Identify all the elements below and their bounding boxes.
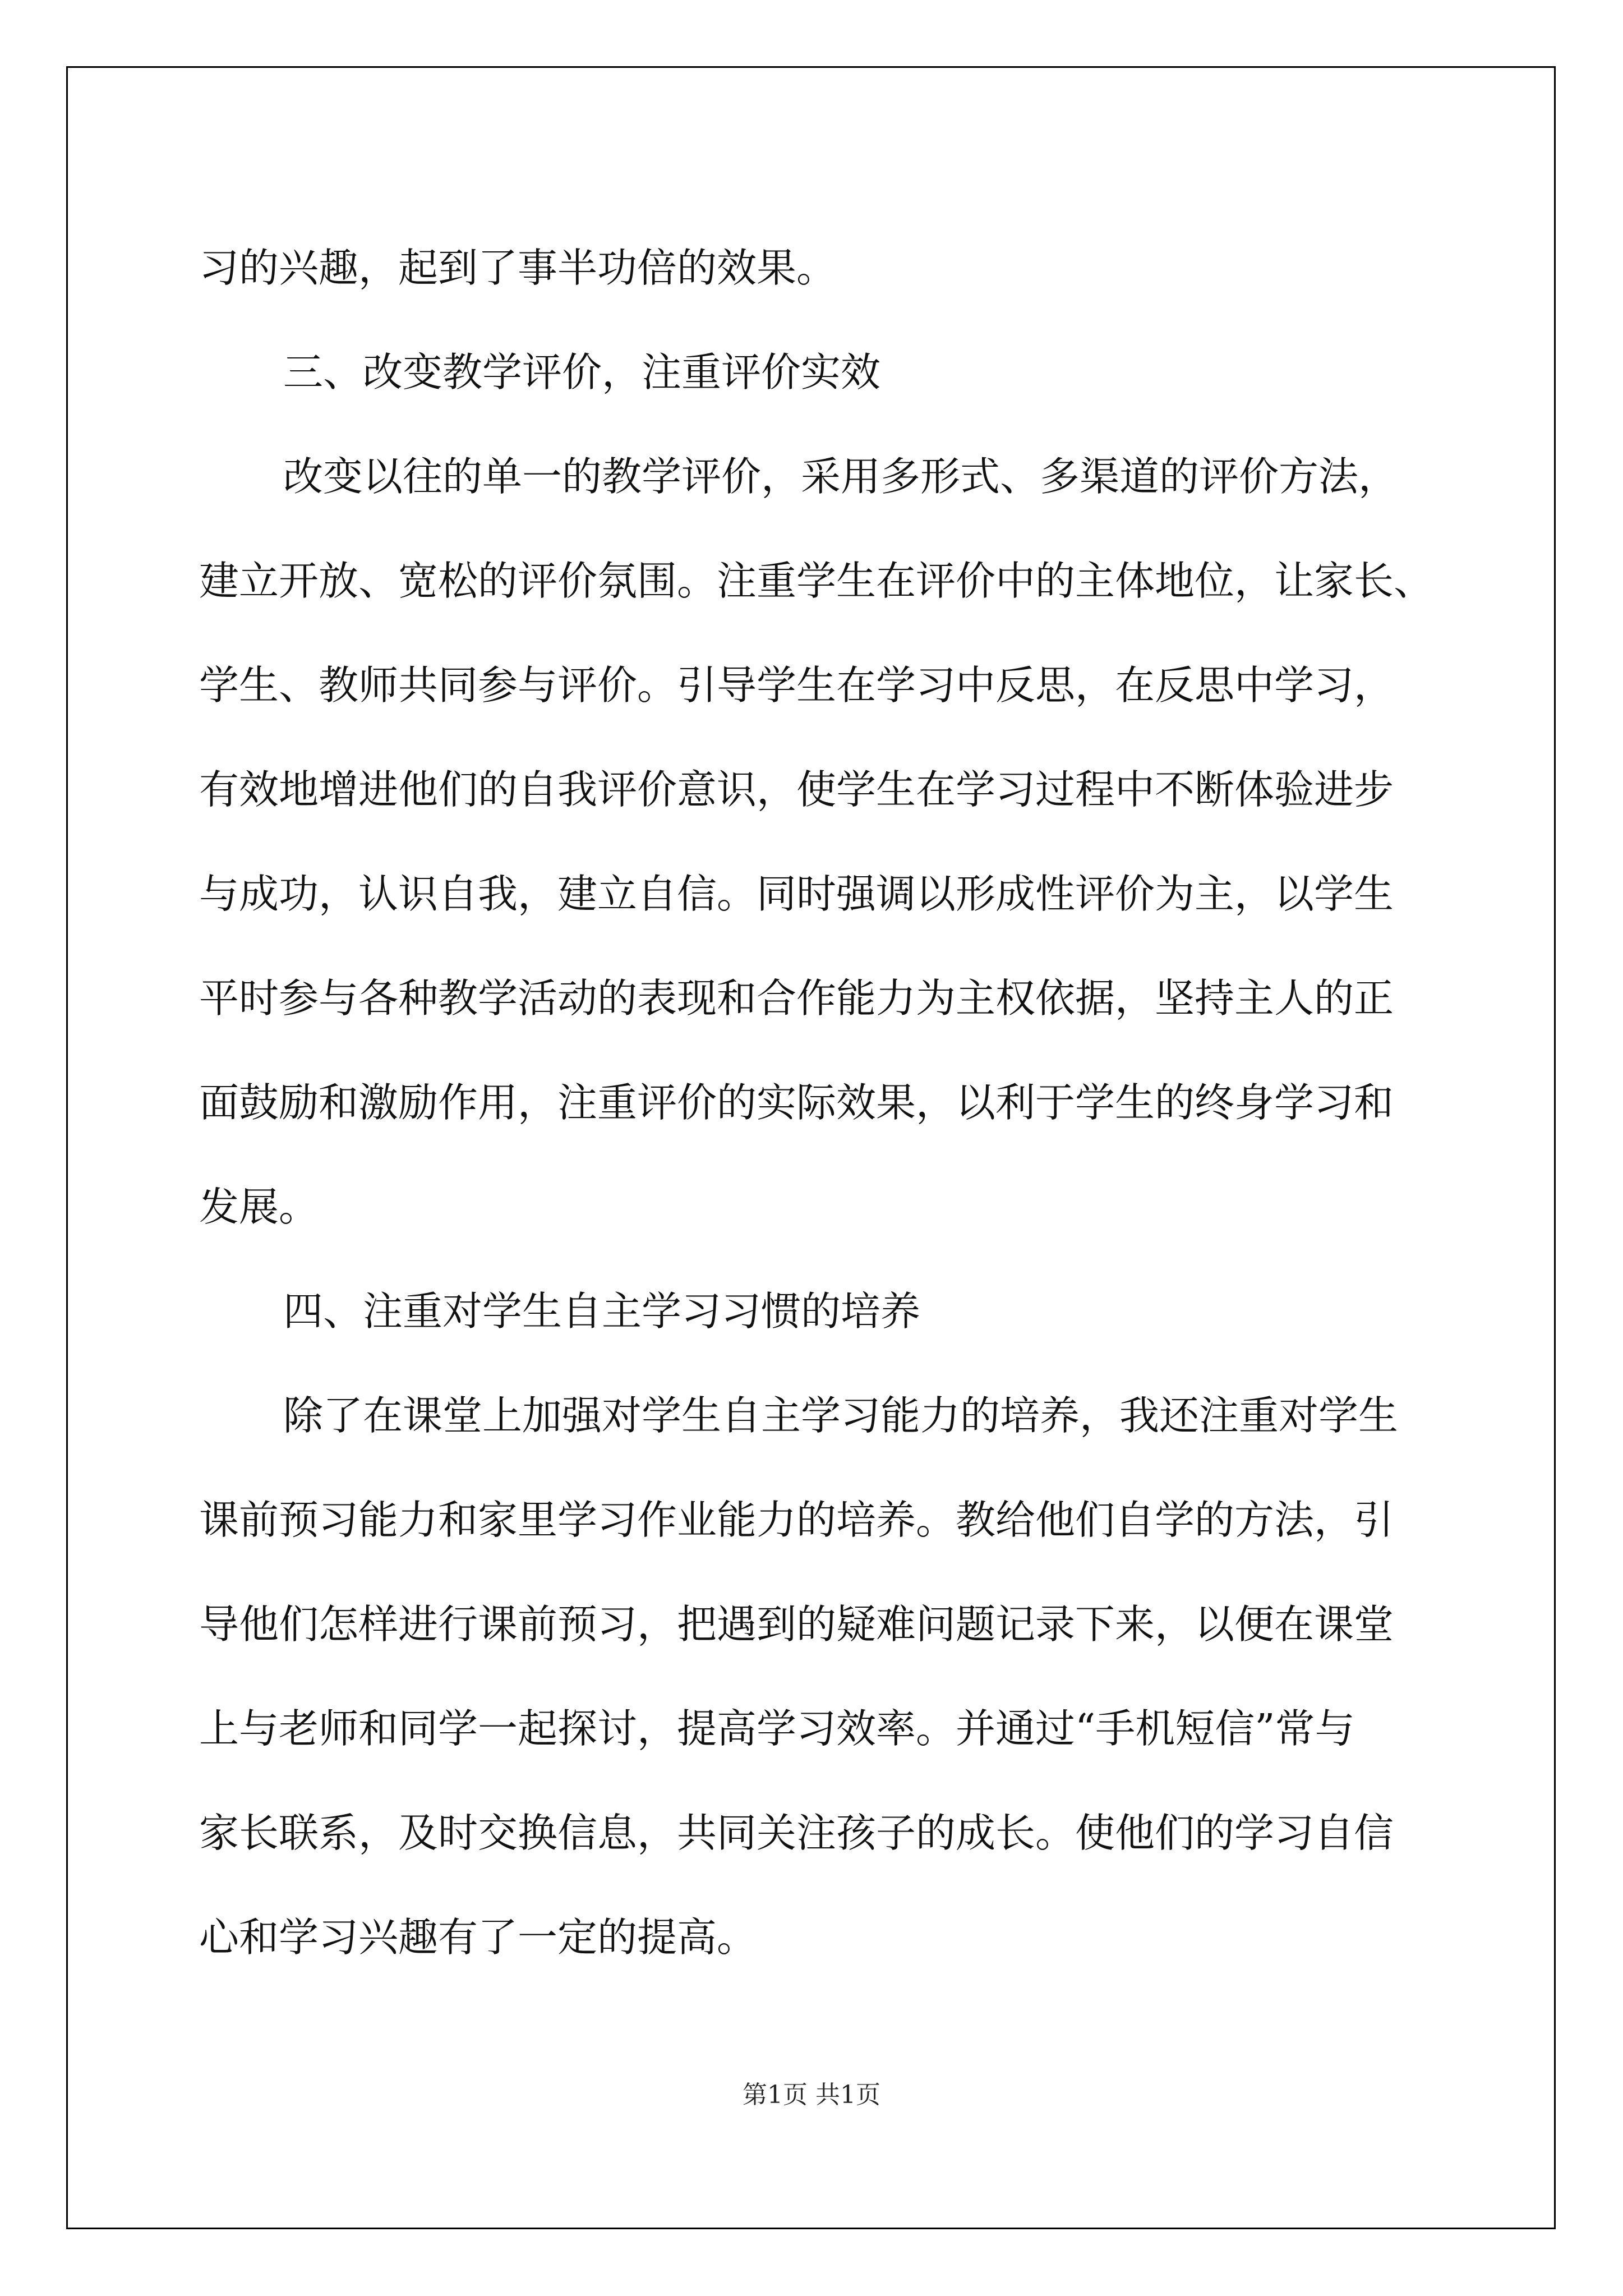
text-line-6: 有效地增进他们的自我评价意识，使学生在学习过程中不断体验进步 <box>199 766 1394 813</box>
text-line-15: 上与老师和同学一起探讨，提高学习效率。并通过“手机短信”常与 <box>199 1705 1355 1752</box>
text-line-5: 学生、教师共同参与评价。引导学生在学习中反思，在反思中学习， <box>199 662 1394 708</box>
text-line-12: 除了在课堂上加强对学生自主学习能力的培养，我还注重对学生 <box>283 1392 1399 1439</box>
text-line-17: 心和学习兴趣有了一定的提高。 <box>199 1914 757 1961</box>
heading-section-3: 三、改变教学评价，注重评价实效 <box>283 349 881 395</box>
text-line-14: 导他们怎样进行课前预习，把遇到的疑难问题记录下来，以便在课堂 <box>199 1601 1394 1648</box>
text-line-10: 发展。 <box>199 1184 319 1230</box>
text-line-13: 课前预习能力和家里学习作业能力的培养。教给他们自学的方法，引 <box>199 1497 1394 1543</box>
text-line-16: 家长联系，及时交换信息，共同关注孩子的成长。使他们的学习自信 <box>199 1810 1394 1856</box>
heading-section-4: 四、注重对学生自主学习习惯的培养 <box>283 1288 921 1335</box>
text-line-8: 平时参与各种教学活动的表现和合作能力为主权依据，坚持主人的正 <box>199 975 1394 1022</box>
text-line-9: 面鼓励和激励作用，注重评价的实际效果，以利于学生的终身学习和 <box>199 1079 1394 1126</box>
text-line-1: 习的兴趣，起到了事半功倍的效果。 <box>199 245 837 291</box>
text-line-7: 与成功，认识自我，建立自信。同时强调以形成性评价为主，以学生 <box>199 871 1394 917</box>
document-body <box>199 216 1433 1990</box>
text-line-4: 建立开放、宽松的评价氛围。注重学生在评价中的主体地位，让家长、 <box>199 558 1434 604</box>
text-line-3: 改变以往的单一的教学评价，采用多形式、多渠道的评价方法， <box>283 453 1399 500</box>
page-number-footer: 第1页 共1页 <box>743 2081 880 2109</box>
